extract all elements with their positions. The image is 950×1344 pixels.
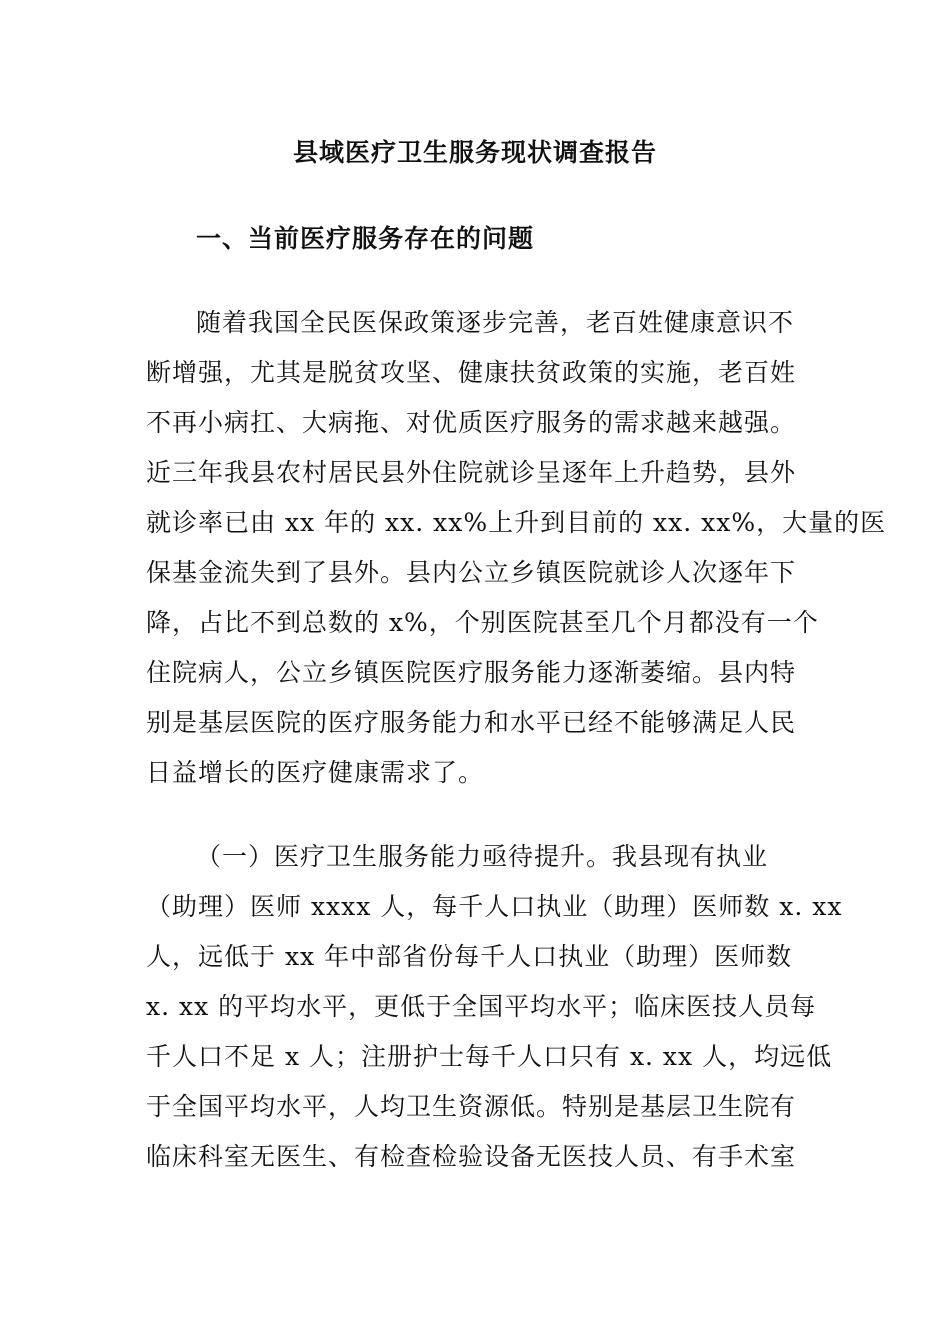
paragraph-line: 临床科室无医生、有检查检验设备无医技人员、有手术室 (146, 1142, 797, 1171)
paragraph-line: （一）医疗卫生服务能力亟待提升。我县现有执业 (196, 842, 769, 871)
paragraph-line: 降，占比不到总数的 x%，个别医院甚至几个月都没有一个 (146, 608, 819, 637)
paragraph-line: 随着我国全民医保政策逐步完善，老百姓健康意识不 (196, 308, 795, 337)
paragraph-line: 别是基层医院的医疗服务能力和水平已经不能够满足人民 (146, 708, 797, 737)
paragraph-1 (146, 306, 887, 806)
paragraph-line: 日益增长的医疗健康需求了。 (146, 758, 485, 787)
paragraph-2 (146, 840, 843, 1190)
paragraph-line: 千人口不足 x 人；注册护士每千人口只有 x. xx 人，均远低 (146, 1042, 833, 1071)
paragraph-line: 断增强，尤其是脱贫攻坚、健康扶贫政策的实施，老百姓 (146, 358, 797, 387)
paragraph-line: 不再小病扛、大病拖、对优质医疗服务的需求越来越强。 (146, 408, 797, 437)
paragraph-line: x. xx 的平均水平，更低于全国平均水平；临床医技人员每 (146, 992, 817, 1021)
paragraph-line: 人，远低于 xx 年中部省份每千人口执业（助理）医师数 (146, 942, 793, 971)
document-title: 县域医疗卫生服务现状调查报告 (292, 138, 657, 167)
paragraph-line: 于全国平均水平，人均卫生资源低。特别是基层卫生院有 (146, 1092, 797, 1121)
paragraph-line: 近三年我县农村居民县外住院就诊呈逐年上升趋势，县外 (146, 458, 797, 487)
paragraph-line: 住院病人，公立乡镇医院医疗服务能力逐渐萎缩。县内特 (146, 658, 797, 687)
section-heading: 一、当前医疗服务存在的问题 (196, 224, 535, 253)
paragraph-line: 就诊率已由 xx 年的 xx. xx%上升到目前的 xx. xx%，大量的医 (146, 508, 887, 537)
paragraph-line: （助理）医师 xxxx 人，每千人口执业（助理）医师数 x. xx (146, 892, 843, 921)
paragraph-line: 保基金流失到了县外。县内公立乡镇医院就诊人次逐年下 (146, 558, 797, 587)
